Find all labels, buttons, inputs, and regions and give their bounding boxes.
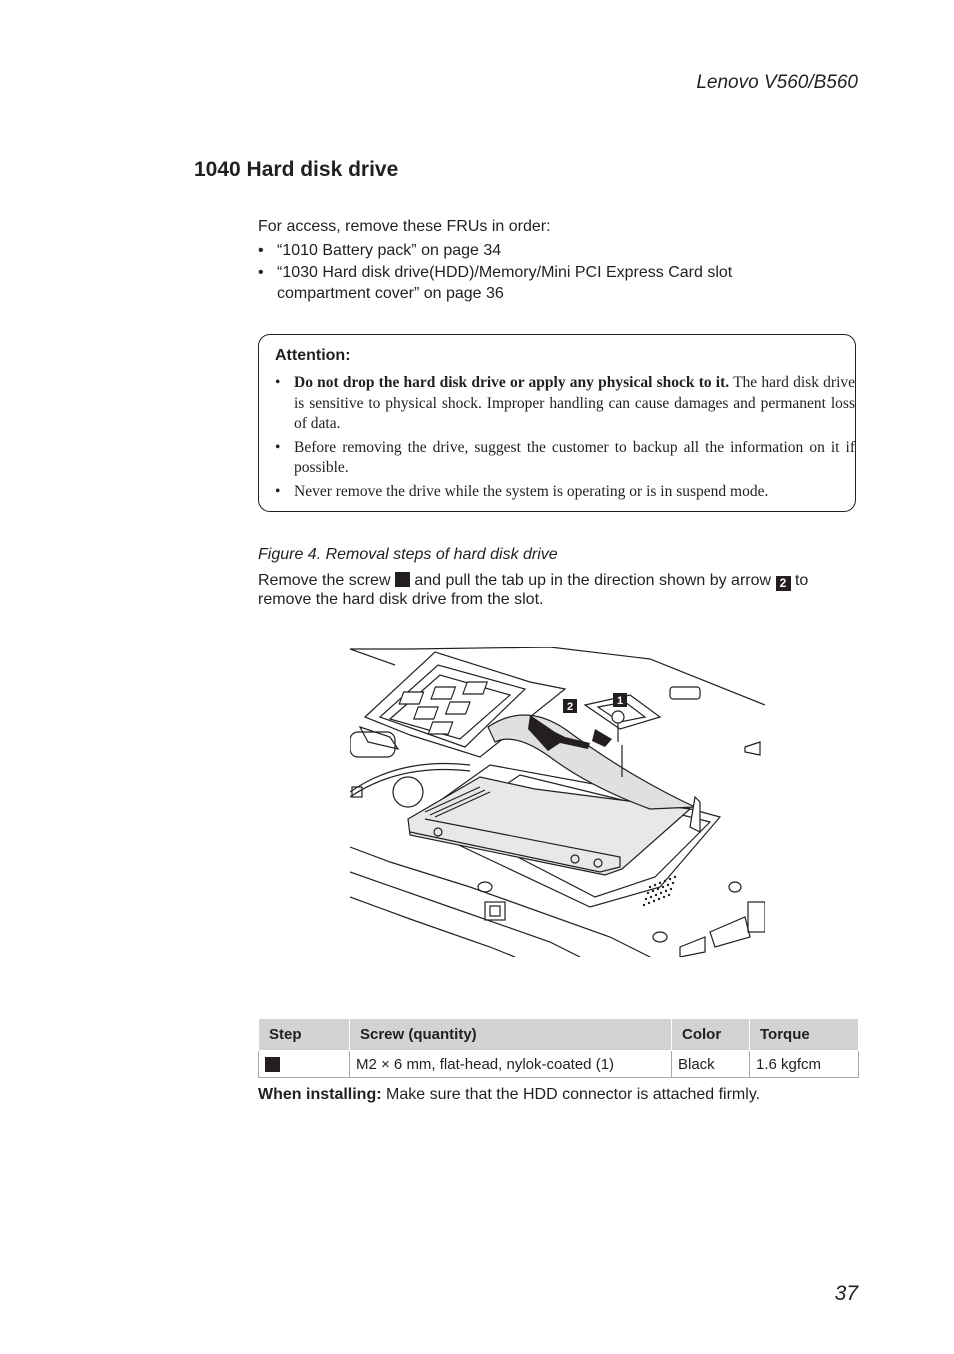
- callout-2-label: 2: [566, 701, 574, 713]
- step-2-marker: 2: [776, 576, 791, 591]
- attention-box: [258, 334, 856, 512]
- attention-title: Attention:: [275, 347, 351, 364]
- cell-color: Black: [672, 1051, 750, 1078]
- intro-text: For access, remove these FRUs in order:: [258, 218, 551, 235]
- laptop-bottom-drawing: [350, 647, 765, 957]
- figure-caption: Figure 4. Removal steps of hard disk drive: [258, 546, 558, 563]
- bullet-dot: •: [258, 242, 264, 259]
- header-color: Color: [672, 1019, 750, 1051]
- header-screw: Screw (quantity): [350, 1019, 672, 1051]
- figure-instruction: Remove the screw and pull the tab up in the direction shown by arrow 2 to remove the hard disk drive from the slot.: [258, 572, 809, 608]
- attention-item: • Do not drop the hard disk drive or apply any physical shock to it. The hard disk drive is sensitive to physical shock. Improper handling can cause damages and permanent loss of data.: [275, 374, 855, 432]
- cell-torque: 1.6 kgfcm: [750, 1051, 859, 1078]
- attention-item: • Before removing the drive, suggest the customer to backup all the information on it if possible.: [275, 438, 855, 476]
- document-header-title: Lenovo V560/B560: [696, 72, 858, 93]
- page-number: 37: [834, 1282, 858, 1305]
- installing-text: Make sure that the HDD connector is attached firmly.: [381, 1086, 761, 1103]
- table-header-row: [259, 1019, 859, 1051]
- header-torque: Torque: [750, 1019, 859, 1051]
- step-1-marker: [265, 1057, 280, 1072]
- fru-list-item: • “1030 Hard disk drive(HDD)/Memory/Mini PCI Express Card slot compartment cover” on page 36: [258, 264, 733, 302]
- step-1-marker: [395, 572, 410, 587]
- header-step: Step: [259, 1019, 350, 1051]
- table-row: [259, 1051, 859, 1078]
- hdd-removal-illustration: [350, 647, 765, 957]
- screw-table: [258, 1018, 859, 1078]
- installing-note: [258, 1086, 760, 1104]
- cell-step: [259, 1051, 350, 1078]
- callout-1-label: 1: [616, 695, 624, 707]
- attention-item: • Never remove the drive while the system is operating or is in suspend mode.: [275, 482, 769, 500]
- attention-list: [273, 373, 855, 505]
- fru-list: [258, 240, 818, 305]
- cell-screw: M2 × 6 mm, flat-head, nylok-coated (1): [350, 1051, 672, 1078]
- bullet-dot: •: [258, 264, 264, 281]
- fru-list-item: • “1010 Battery pack” on page 34: [258, 242, 502, 259]
- section-title: 1040 Hard disk drive: [194, 158, 399, 181]
- installing-label: When installing:: [258, 1086, 382, 1103]
